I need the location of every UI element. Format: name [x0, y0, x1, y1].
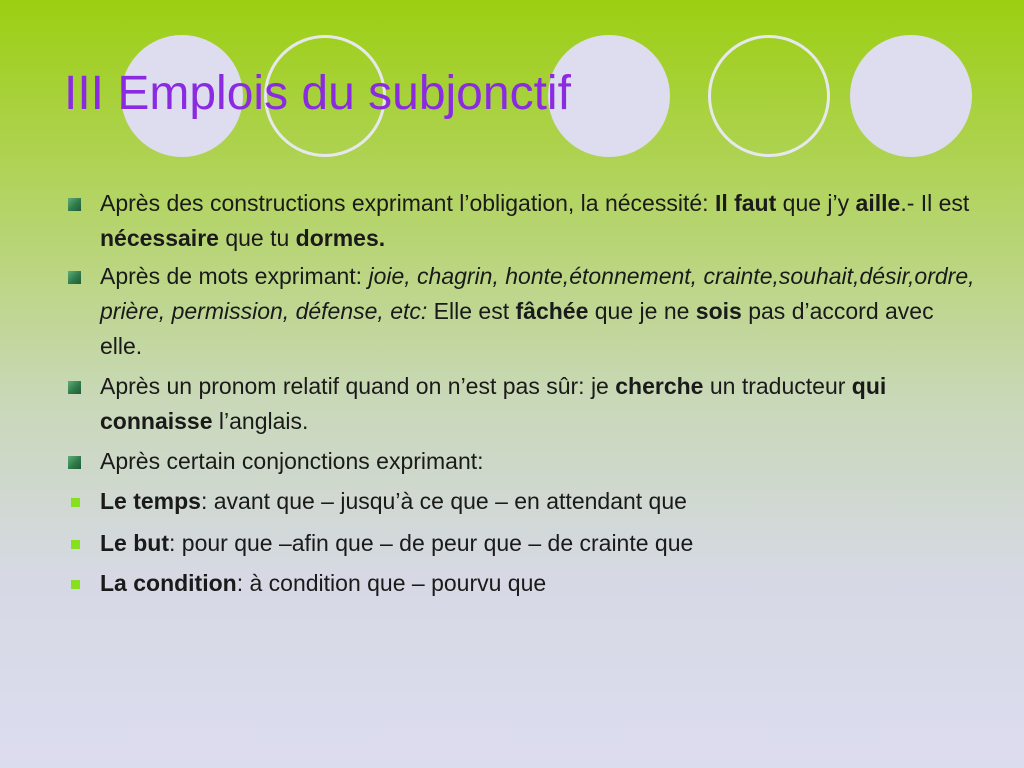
dot-bullet-icon [71, 498, 80, 507]
bullet-text: un traducteur [703, 373, 852, 399]
bullet-text: que tu [218, 225, 296, 251]
bullet-text: : avant que – jusqu’à ce que – en attendant que [200, 488, 687, 514]
bullet-text: .- Il est [900, 190, 970, 216]
bullet-text-bold: dormes. [295, 225, 386, 251]
bullet-text-bold: qui connaisse [100, 373, 887, 434]
dot-bullet-icon [71, 580, 80, 589]
bullet-text: : à condition que – pourvu que [236, 570, 547, 596]
bullet-text-bold: cherche [615, 373, 704, 399]
bullet-text: Après certain conjonctions exprimant: [100, 448, 484, 474]
square-bullet-icon [68, 271, 81, 284]
bullet-text: l’anglais. [212, 408, 309, 434]
bullet-text-bold: Le temps [100, 488, 201, 514]
bullet-text-bold: Il faut [714, 190, 777, 216]
bullet-text: que je ne [588, 298, 696, 324]
bullet-text-bold: nécessaire [100, 225, 219, 251]
bullet-text-bold: aille [855, 190, 901, 216]
bullet-text-bold: La condition [100, 570, 237, 596]
bullet-item [100, 186, 980, 256]
dot-bullet-icon [71, 540, 80, 549]
bullet-item [100, 444, 980, 479]
bullet-text-bold: sois [695, 298, 742, 324]
decorative-circle-4 [708, 35, 830, 157]
square-bullet-icon [68, 198, 81, 211]
bullet-item [100, 369, 980, 439]
bullet-text-bold: Le but [100, 530, 169, 556]
decorative-circle-5 [850, 35, 972, 157]
bullet-text: Elle est [427, 298, 516, 324]
bullet-item [100, 484, 980, 519]
bullet-text: Après un pronom relatif quand on n’est pas sûr: je [100, 373, 616, 399]
bullet-text-bold: fâchée [515, 298, 589, 324]
bullet-text: : pour que –afin que – de peur que – de crainte que [169, 530, 694, 556]
square-bullet-icon [68, 456, 81, 469]
bullet-text: pas d’accord avec elle. [100, 298, 934, 359]
bullet-text: que j’y [776, 190, 856, 216]
slide-title: III Emplois du subjonctif [64, 67, 571, 120]
bullet-item [100, 526, 980, 561]
bullet-item [100, 566, 980, 601]
square-bullet-icon [68, 381, 81, 394]
bullet-text: Après des constructions exprimant l’obligation, la nécessité: [100, 190, 715, 216]
bullet-item [100, 259, 980, 364]
bullet-text: Après de mots exprimant: [100, 263, 369, 289]
bullet-text-italic: joie, chagrin, honte,étonnement, crainte,souhait,désir,ordre, prière, permission, défense, etc: [100, 263, 975, 324]
